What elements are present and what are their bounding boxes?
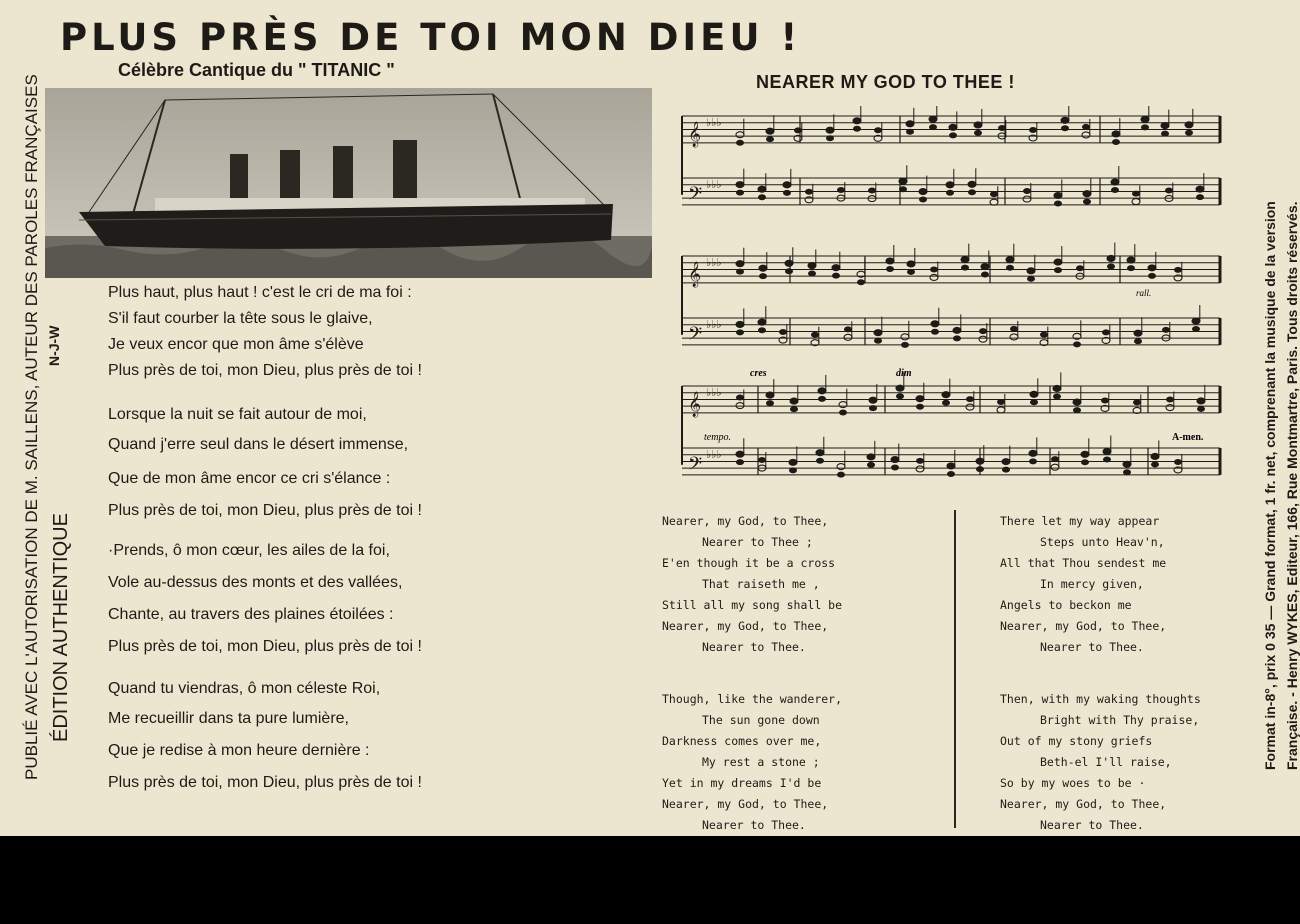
note-head [1061,125,1069,131]
note-head [1112,139,1120,145]
note-head [907,261,915,267]
note-head [736,451,744,457]
note-head [997,399,1005,405]
note-head [1161,123,1169,129]
note-head [1081,459,1089,465]
note-head [916,458,924,464]
note-head [896,393,904,399]
note-head [736,329,744,335]
note-head [736,261,744,267]
verse-line: Nearer, my God, to Thee, [662,797,829,811]
note-head [931,321,939,327]
clef-icon: 𝄢 [688,453,703,479]
note-head [1133,399,1141,405]
note-head [857,279,865,285]
note-head [1101,397,1109,403]
verse-line: Nearer, my God, to Thee, [1000,797,1167,811]
note-head [1023,196,1031,202]
titanic-ship-image [45,88,652,278]
note-head [1141,124,1149,130]
note-head [1029,127,1037,133]
note-head [811,332,819,338]
note-head [1010,334,1018,340]
note-head [1197,398,1205,404]
note-head [790,406,798,412]
note-head [1002,459,1010,465]
verse-line: Plus près de toi, mon Dieu, plus près de toi ! [108,638,422,655]
note-head [906,129,914,135]
verse-line: E'en though it be a cross [662,556,836,570]
key-signature: ♭♭♭ [706,178,722,191]
note-head [1081,451,1089,457]
bottom-bar [0,836,1300,924]
verse-line: Though, like the wanderer, [662,692,843,706]
note-head [1141,116,1149,122]
note-head [1197,406,1205,412]
note-head [1030,391,1038,397]
publisher-note: PUBLIÉ AVEC L'AUTORISATION DE M. SAILLENS, AUTEUR DES PAROLES FRANÇAISES [22,74,41,780]
note-head [826,135,834,141]
note-head [874,127,882,133]
note-head [867,454,875,460]
note-head [1051,456,1059,462]
verse-line: Vole au-dessus des monts et des vallées, [108,574,403,591]
note-head [946,182,954,188]
note-head [1103,449,1111,455]
note-head [930,266,938,272]
note-head [1002,467,1010,473]
note-head [759,265,767,271]
note-head [816,450,824,456]
note-head [1192,326,1200,332]
note-head [1151,461,1159,467]
note-head [998,125,1006,131]
note-head [736,269,744,275]
format-price-note: Format in-8°, prix 0 35 — Grand format, 1 fr. net, comprenant la musique de la version [1262,201,1278,770]
note-head [1112,131,1120,137]
note-head [1127,257,1135,263]
note-head [1073,407,1081,413]
note-head [997,407,1005,413]
note-head [1054,200,1062,206]
note-head [1162,327,1170,333]
note-head [946,190,954,196]
note-head [874,330,882,336]
verse-line: All that Thou sendest me [1000,556,1167,570]
note-head [779,329,787,335]
edition-label: ÉDITION AUTHENTIQUE [50,513,72,742]
note-head [942,400,950,406]
verse-line: The sun gone down [702,713,820,727]
note-head [891,465,899,471]
verse-line: Plus près de toi, mon Dieu, plus près de toi ! [108,774,422,791]
note-head [1134,330,1142,336]
note-head [794,127,802,133]
note-head [1030,399,1038,405]
note-head [931,329,939,335]
note-head [1027,268,1035,274]
note-head [1027,276,1035,282]
note-head [979,328,987,334]
note-head [907,269,915,275]
note-head [1053,385,1061,391]
note-head [766,400,774,406]
note-head [736,140,744,146]
note-head [966,404,974,410]
note-head [789,459,797,465]
sheet-music-score [680,106,1225,496]
clef-icon: 𝄞 [688,261,702,287]
note-head [916,396,924,402]
note-head [818,388,826,394]
note-head [844,326,852,332]
column-divider [954,510,956,828]
note-head [919,197,927,203]
note-head [886,258,894,264]
note-head [1166,405,1174,411]
note-head [868,188,876,194]
note-head [874,338,882,344]
note-head [766,392,774,398]
note-head [805,189,813,195]
note-head [1029,458,1037,464]
note-head [981,264,989,270]
note-head [947,463,955,469]
note-head [1123,469,1131,475]
note-head [1151,453,1159,459]
note-head [901,334,909,340]
verse-line: Plus près de toi, mon Dieu, plus près de toi ! [108,502,422,519]
note-head [953,335,961,341]
note-head [1083,199,1091,205]
verse-line: There let my way appear [1000,514,1160,528]
note-head [1174,459,1182,465]
verse-line: Je veux encor que mon âme s'élève [108,336,364,353]
note-head [1192,318,1200,324]
note-head [961,257,969,263]
verse-line: Nearer to Thee. [702,818,806,832]
verse-line: Out of my stony griefs [1000,734,1153,748]
verse-line: Quand tu viendras, ô mon céleste Roi, [108,680,381,697]
amen-marking: A-men. [1172,432,1204,443]
note-head [1123,461,1131,467]
key-signature: ♭♭♭ [706,318,722,331]
note-head [853,126,861,132]
note-head [968,181,976,187]
note-head [736,190,744,196]
note-head [949,124,957,130]
note-head [1185,122,1193,128]
note-head [758,186,766,192]
note-head [1054,267,1062,273]
cres-marking: cres [750,368,767,379]
main-title: PLUS PRÈS DE TOI MON DIEU ! [60,16,802,59]
note-head [1082,132,1090,138]
note-head [886,266,894,272]
note-head [758,457,766,463]
note-head [816,458,824,464]
note-head [844,334,852,340]
note-head [736,395,744,401]
verse-line: My rest a stone ; [702,755,820,769]
note-head [919,189,927,195]
note-head [1054,192,1062,198]
note-head [1006,265,1014,271]
subtitle-french: Célèbre Cantique du " TITANIC " [118,60,395,80]
verse-line: Que de mon âme encor ce cri s'élance : [108,470,391,487]
verse-line: Me recueillir dans ta pure lumière, [108,710,349,727]
note-head [1061,117,1069,123]
verse-line: Nearer, my God, to Thee, [1000,619,1167,633]
note-head [1006,257,1014,263]
note-head [1023,188,1031,194]
note-head [1134,338,1142,344]
note-head [1161,131,1169,137]
note-head [853,118,861,124]
note-head [1132,191,1140,197]
note-head [1148,265,1156,271]
clef-icon: 𝄢 [688,183,703,209]
note-head [949,132,957,138]
note-head [736,403,744,409]
note-head [1174,267,1182,273]
note-head [808,263,816,269]
verse-line: Plus près de toi, mon Dieu, plus près de toi ! [108,362,422,379]
verse-line: Nearer to Thee ; [702,535,813,549]
verse-line: Beth-el I'll raise, [1040,755,1172,769]
verse-line: Chante, au travers des plaines étoilées : [108,606,394,623]
verse-line: Quand j'erre seul dans le désert immense, [108,436,409,453]
note-head [1051,464,1059,470]
note-head [837,187,845,193]
key-signature: ♭♭♭ [706,256,722,269]
note-head [1111,179,1119,185]
note-head [1196,194,1204,200]
note-head [968,189,976,195]
dim-marking: dim [896,368,912,379]
note-head [837,464,845,470]
note-head [736,132,744,138]
note-head [916,466,924,472]
note-head [736,459,744,465]
note-head [783,190,791,196]
note-head [759,273,767,279]
note-head [976,458,984,464]
note-head [947,471,955,477]
note-head [929,124,937,130]
note-head [916,404,924,410]
key-signature: ♭♭♭ [706,448,722,461]
note-head [1165,187,1173,193]
verse-line: Nearer to Thee. [702,640,806,654]
note-head [1073,399,1081,405]
verse-line: Lorsque la nuit se fait autour de moi, [108,406,367,423]
note-head [1196,186,1204,192]
subtitle-english: NEARER MY GOD TO THEE ! [756,72,1015,92]
note-head [976,466,984,472]
verse-line: Nearer to Thee. [1040,640,1144,654]
note-head [789,467,797,473]
verse-line: S'il faut courber la tête sous le glaive, [108,310,373,327]
note-head [1148,273,1156,279]
note-head [930,274,938,280]
clef-icon: 𝄢 [688,323,703,349]
note-head [1083,191,1091,197]
verse-line: So by my woes to be · [1000,776,1146,790]
note-head [1010,326,1018,332]
note-head [832,273,840,279]
note-head [867,462,875,468]
key-signature: ♭♭♭ [706,116,722,129]
note-head [990,191,998,197]
note-head [785,268,793,274]
note-head [942,392,950,398]
verse-line: Darkness comes over me, [662,734,822,748]
verse-line: Still all my song shall be [662,598,843,612]
note-head [974,130,982,136]
note-head [736,321,744,327]
note-head [785,260,793,266]
note-head [1166,397,1174,403]
verse-line: Nearer, my God, to Thee, [662,514,829,528]
note-head [736,182,744,188]
note-head [990,199,998,205]
note-head [899,186,907,192]
note-head [826,127,834,133]
tempo-marking: tempo. [704,432,731,443]
verse-line: Steps unto Heav'n, [1040,535,1165,549]
verse-line: Yet in my dreams I'd be [662,776,822,790]
note-head [1132,199,1140,205]
note-head [1127,265,1135,271]
note-head [837,472,845,478]
rall-marking: rall. [1136,288,1152,298]
clef-icon: 𝄞 [688,391,702,417]
verse-line: Nearer to Thee. [1040,818,1144,832]
note-head [953,327,961,333]
note-head [783,182,791,188]
verse-line: Nearer, my God, to Thee, [662,619,829,633]
note-head [906,121,914,127]
note-head [1073,341,1081,347]
note-head [979,336,987,342]
note-head [1029,450,1037,456]
edition-code: N-J-W [46,325,62,366]
note-head [961,265,969,271]
verse-line: ·Prends, ô mon cœur, les ailes de la foi, [108,542,390,559]
note-head [1040,332,1048,338]
note-head [808,271,816,277]
verse-line: That raiseth me , [702,577,820,591]
verse-line: In mercy given, [1040,577,1144,591]
note-head [899,178,907,184]
note-head [981,272,989,278]
note-head [1103,457,1111,463]
note-head [1082,124,1090,130]
note-head [901,342,909,348]
note-head [1102,329,1110,335]
note-head [1111,187,1119,193]
verse-line: Que je redise à mon heure dernière : [108,742,370,759]
note-head [832,265,840,271]
clef-icon: 𝄞 [688,121,702,147]
note-head [758,194,766,200]
verse-line: Bright with Thy praise, [1040,713,1200,727]
verse-line: Plus haut, plus haut ! c'est le cri de ma foi : [108,284,412,301]
note-head [891,457,899,463]
french-verses [108,284,588,814]
note-head [766,136,774,142]
note-head [869,405,877,411]
key-signature: ♭♭♭ [706,386,722,399]
note-head [790,398,798,404]
note-head [839,410,847,416]
note-head [758,319,766,325]
note-head [758,327,766,333]
note-head [818,396,826,402]
publisher-address: Française. - Henry WYKES, Editeur, 166, Rue Montmartre, Paris. Tous droits réservés. [1284,201,1300,770]
note-head [1107,263,1115,269]
verse-line: Angels to beckon me [1000,598,1132,612]
note-head [1053,393,1061,399]
note-head [966,396,974,402]
note-head [929,116,937,122]
note-head [869,397,877,403]
note-head [1076,265,1084,271]
note-head [896,385,904,391]
note-head [1185,130,1193,136]
note-head [1054,259,1062,265]
note-head [1107,255,1115,261]
verse-line: Then, with my waking thoughts [1000,692,1201,706]
note-head [974,122,982,128]
note-head [766,128,774,134]
